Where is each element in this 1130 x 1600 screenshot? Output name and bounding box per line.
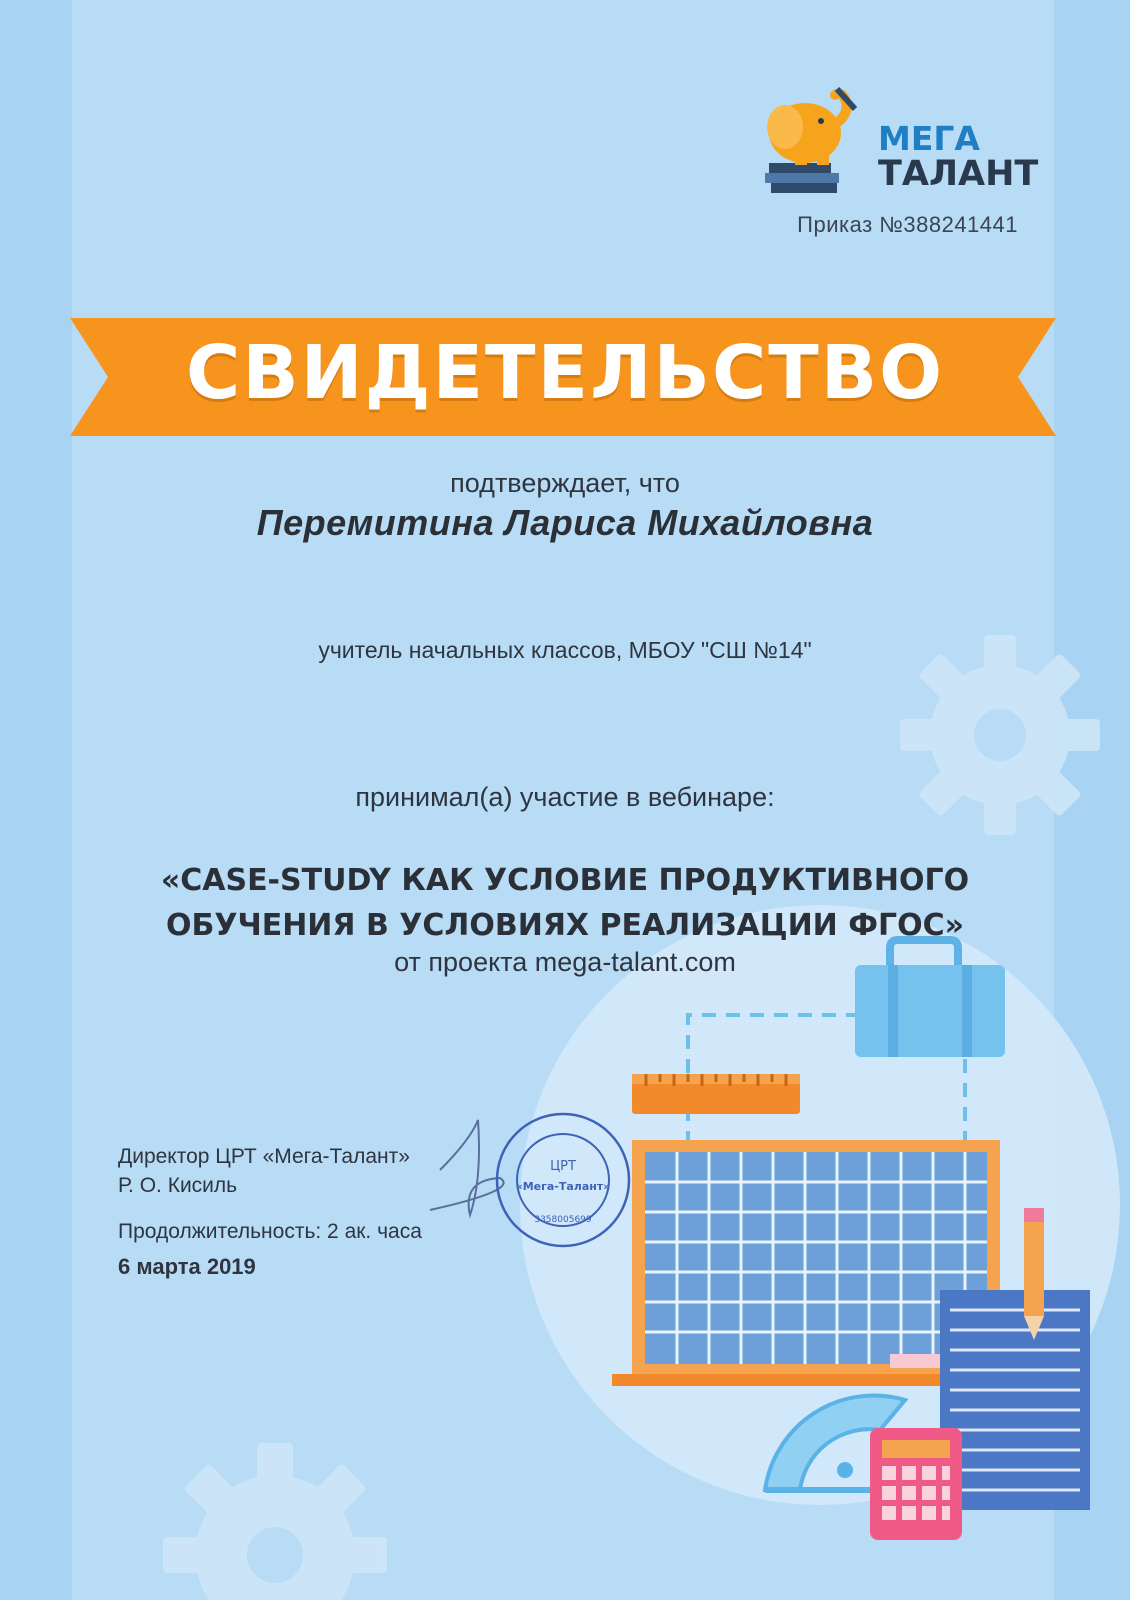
director-title: Директор ЦРТ «Мега-Талант» bbox=[118, 1145, 410, 1168]
participation-text: принимал(а) участие в вебинаре: bbox=[355, 782, 775, 812]
date-text: 6 марта 2019 bbox=[118, 1254, 256, 1279]
confirms-text: подтверждает, что bbox=[450, 468, 680, 498]
logo-line-2: ТАЛАНТ bbox=[878, 154, 1039, 194]
webinar-title-line-2: ОБУЧЕНИЯ В УСЛОВИЯХ РЕАЛИЗАЦИИ ФГОС» bbox=[165, 908, 965, 943]
stamp-center-top: ЦРТ bbox=[550, 1159, 576, 1174]
project-text: от проекта mega-talant.com bbox=[394, 947, 736, 977]
stamp-number: 3358005699 bbox=[534, 1215, 592, 1225]
recipient-name: Перемитина Лариса Михайловна bbox=[256, 502, 874, 543]
stamp-center-mid: «Мега-Талант» bbox=[515, 1180, 611, 1193]
recipient-position: учитель начальных классов, МБОУ "СШ №14" bbox=[318, 637, 812, 663]
director-block bbox=[118, 1142, 410, 1201]
webinar-title-line-1: «CASE-STUDY КАК УСЛОВИЕ ПРОДУКТИВНОГО bbox=[160, 863, 970, 898]
duration-text: Продолжительность: 2 ак. часа bbox=[118, 1220, 422, 1243]
certificate-title: СВИДЕТЕЛЬСТВО bbox=[185, 330, 945, 416]
order-number: Приказ №388241441 bbox=[797, 212, 1018, 237]
logo-line-1: МЕГА bbox=[878, 119, 980, 158]
director-name: Р. О. Кисиль bbox=[118, 1174, 238, 1198]
